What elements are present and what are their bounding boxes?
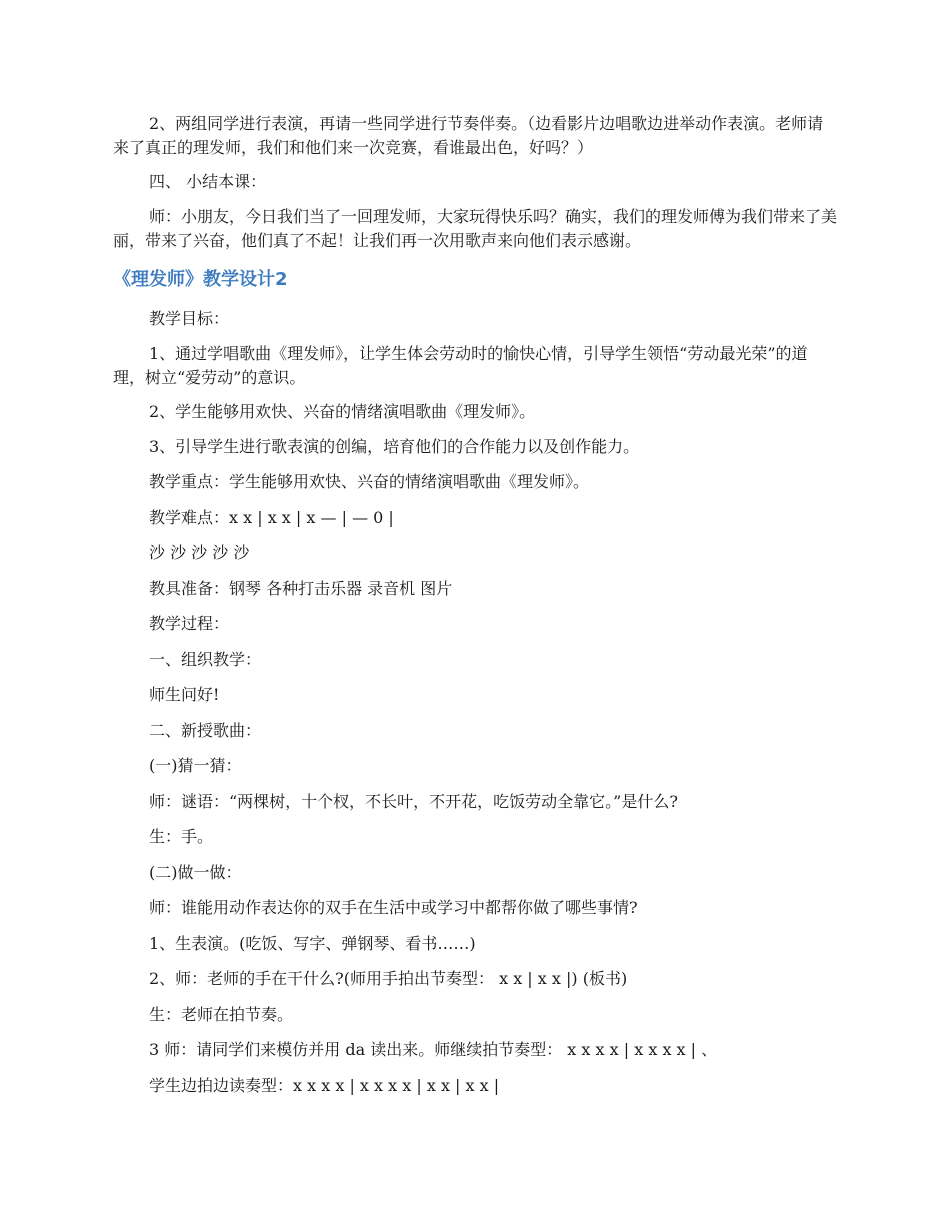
paragraph-objectives-label: 教学目标： xyxy=(149,309,230,328)
paragraph-guess: (一)猜一猜： xyxy=(149,756,242,775)
paragraph-key-point: 教学重点：学生能够用欢快、兴奋的情绪演唱歌曲《理发师》。 xyxy=(149,472,590,491)
paragraph-sha-sounds: 沙 沙 沙 沙 沙 xyxy=(149,543,250,562)
paragraph-question-hands: 师：谁能用动作表达你的双手在生活中或学习中都帮你做了哪些事情? xyxy=(149,898,638,917)
paragraph-answer-hand: 生：手。 xyxy=(149,827,214,846)
paragraph-student-perform: 1、生表演。(吃饭、写字、弹钢琴、看书……) xyxy=(149,934,476,953)
section-heading: 《理发师》教学设计2 xyxy=(113,269,288,290)
paragraph-greeting: 师生问好! xyxy=(149,685,220,704)
paragraph-organize: 一、组织教学： xyxy=(149,650,262,669)
paragraph-riddle: 师：谜语：“两棵树，十个杈，不长叶，不开花，吃饭劳动全靠它。”是什么? xyxy=(149,792,678,811)
paragraph-objective-1: 1、通过学唱歌曲《理发师》，让学生体会劳动时的愉快心情，引导学生领悟“劳动最光荣”的道理，树立“爱劳动”的意识。 xyxy=(113,344,808,387)
paragraph-process-label: 教学过程： xyxy=(149,614,230,633)
paragraph-objective-3: 3、引导学生进行歌表演的创编，培育他们的合作能力以及创作能力。 xyxy=(149,437,640,456)
paragraph-new-song: 二、新授歌曲： xyxy=(149,721,262,740)
paragraph-objective-2: 2、学生能够用欢快、兴奋的情绪演唱歌曲《理发师》。 xyxy=(149,402,536,421)
paragraph-do-it: (二)做一做： xyxy=(149,863,242,882)
paragraph-difficulty: 教学难点：x x | x x | x — | — 0 | xyxy=(149,508,394,527)
paragraph-student-reply: 生：老师在拍节奏。 xyxy=(149,1005,294,1024)
paragraph-teaching-aids: 教具准备：钢琴 各种打击乐器 录音机 图片 xyxy=(149,579,453,598)
paragraph-teacher-rhythm: 2、师：老师的手在干什么?(师用手拍出节奏型： x x | x x |) (板书) xyxy=(149,969,628,988)
paragraph-teacher-summary: 师：小朋友，今日我们当了一回理发师，大家玩得快乐吗？确实，我们的理发师傅为我们带来了美丽，带来了兴奋，他们真了不起！让我们再一次用歌声来向他们表示感谢。 xyxy=(113,207,838,250)
paragraph-imitate: 3 师：请同学们来模仿并用 da 读出来。师继续拍节奏型： x x x x | x x x x | 、 xyxy=(149,1040,718,1059)
paragraph-clap-read: 学生边拍边读奏型：x x x x | x x x x | x x | x x | xyxy=(149,1076,500,1095)
paragraph-summary-heading: 四、 小结本课： xyxy=(149,172,267,191)
paragraph-performance: 2、两组同学进行表演，再请一些同学进行节奏伴奏。（边看影片边唱歌边进举动作表演。老师请来了真正的理发师，我们和他们来一次竞赛，看谁最出色，好吗？） xyxy=(113,114,824,157)
